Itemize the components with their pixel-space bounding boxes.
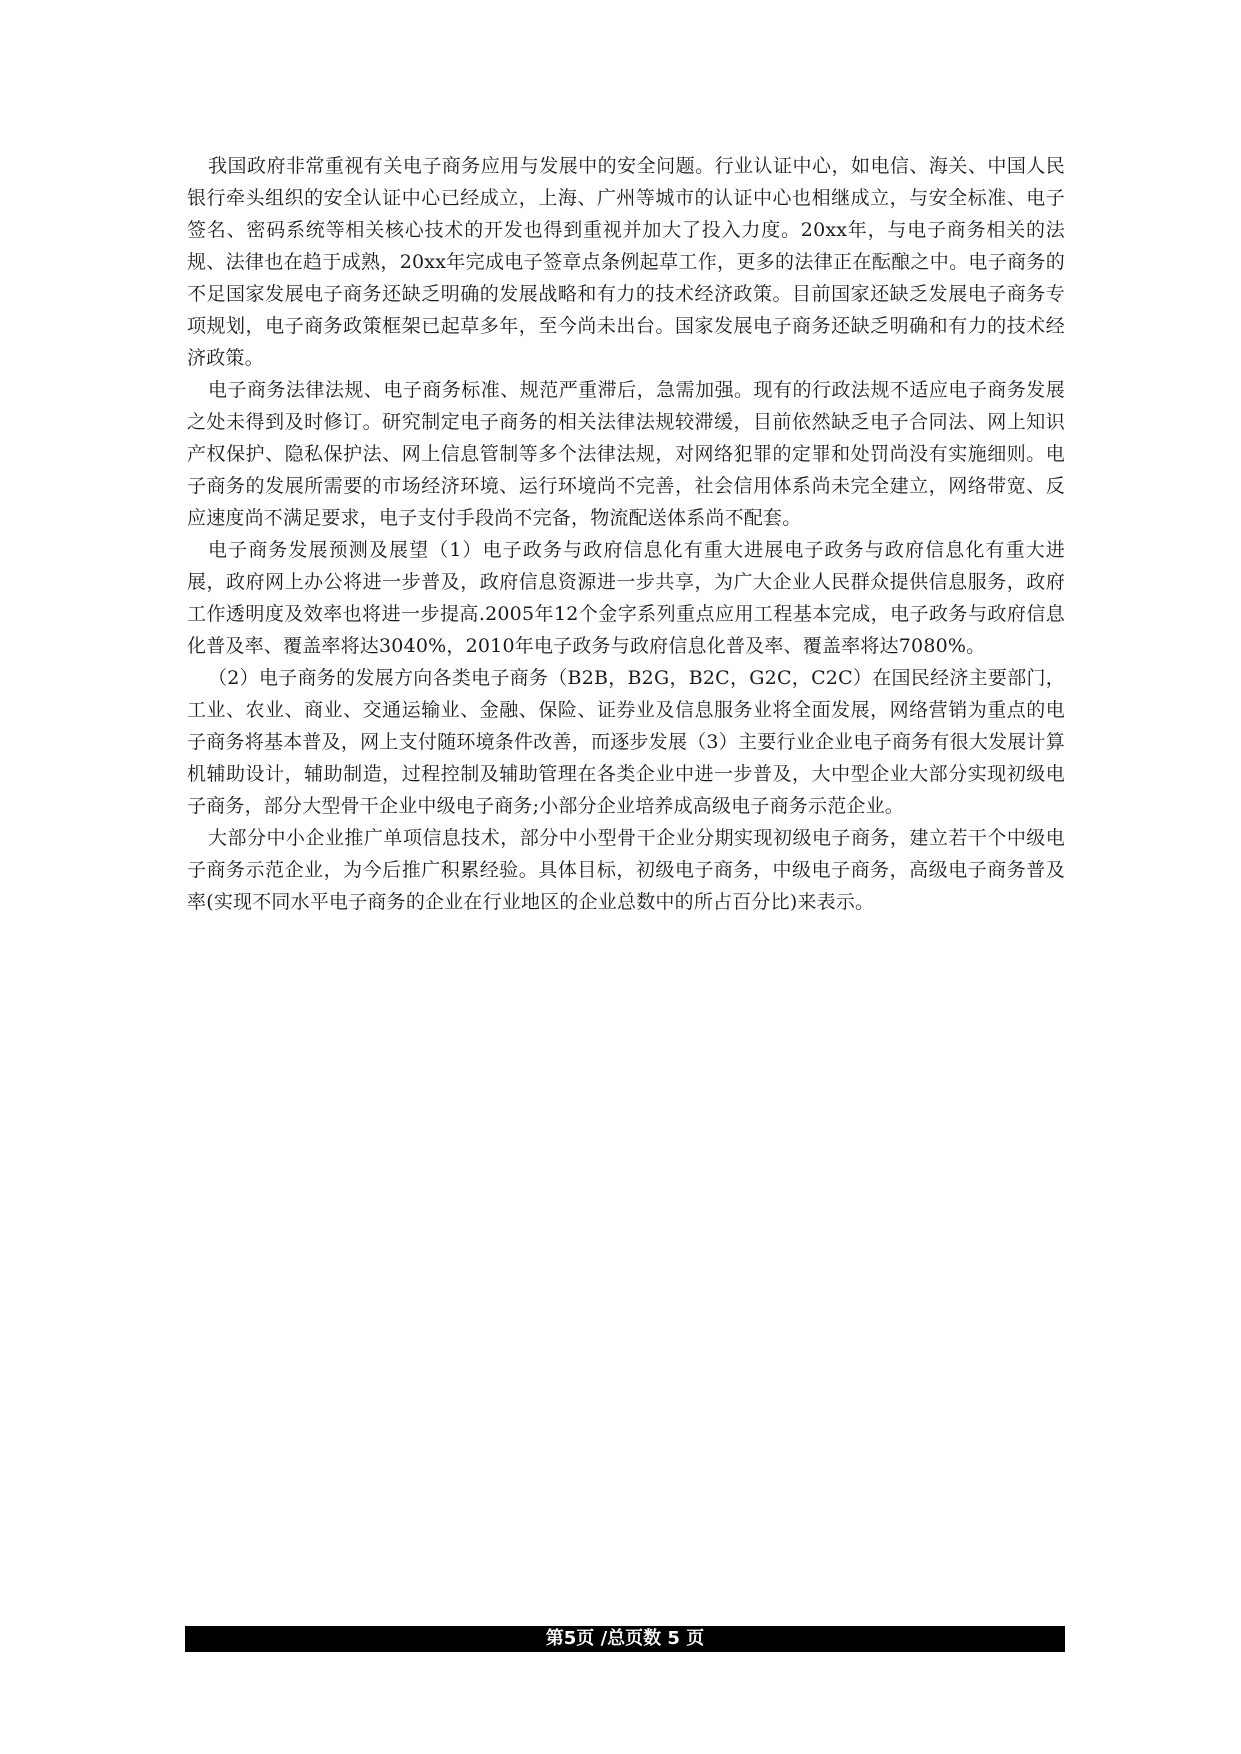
page-footer <box>185 1626 1065 1652</box>
paragraph-2: 电子商务法律法规、电子商务标准、规范严重滞后，急需加强。现有的行政法规不适应电子商务发展之处未得到及时修订。研究制定电子商务的相关法律法规较滞缓，目前依然缺乏电子合同法、网上知识产权保护、隐私保护法、网上信息管制等多个法律法规，对网络犯罪的定罪和处罚尚没有实施细则。电子商务的发展所需要的市场经济环境、运行环境尚不完善，社会信用体系尚未完全建立，网络带宽、反应速度尚不满足要求，电子支付手段尚不完备，物流配送体系尚不配套。 <box>187 379 1065 529</box>
paragraph-5: 大部分中小企业推广单项信息技术，部分中小型骨干企业分期实现初级电子商务，建立若干个中级电子商务示范企业，为今后推广积累经验。具体目标，初级电子商务，中级电子商务，高级电子商务普及率(实现不同水平电子商务的企业在行业地区的企业总数中的所占百分比)来表示。 <box>187 827 1065 913</box>
paragraph-4: （2）电子商务的发展方向各类电子商务（B2B，B2G，B2C，G2C，C2C）在国民经济主要部门，工业、农业、商业、交通运输业、金融、保险、证券业及信息服务业将全面发展，网络营销为重点的电子商务将基本普及，网上支付随环境条件改善，而逐步发展（3）主要行业企业电子商务有很大发展计算机辅助设计，辅助制造，过程控制及辅助管理在各类企业中进一步普及，大中型企业大部分实现初级电子商务，部分大型骨干企业中级电子商务;小部分企业培养成高级电子商务示范企业。 <box>187 667 1065 817</box>
paragraph-3: 电子商务发展预测及展望（1）电子政务与政府信息化有重大进展电子政务与政府信息化有重大进展，政府网上办公将进一步普及，政府信息资源进一步共享，为广大企业人民群众提供信息服务，政府工作透明度及效率也将进一步提高.2005年12个金字系列重点应用工程基本完成，电子政务与政府信息化普及率、覆盖率将达3040%，2010年电子政务与政府信息化普及率、覆盖率将达7080%。 <box>187 539 1065 657</box>
document-body <box>187 150 1065 918</box>
paragraph-1: 我国政府非常重视有关电子商务应用与发展中的安全问题。行业认证中心，如电信、海关、中国人民银行牵头组织的安全认证中心已经成立，上海、广州等城市的认证中心也相继成立，与安全标准、电子签名、密码系统等相关核心技术的开发也得到重视并加大了投入力度。20xx年，与电子商务相关的法规、法律也在趋于成熟，20xx年完成电子签章点条例起草工作，更多的法律正在酝酿之中。电子商务的不足国家发展电子商务还缺乏明确的发展战略和有力的技术经济政策。目前国家还缺乏发展电子商务专项规划，电子商务政策框架已起草多年，至今尚未出台。国家发展电子商务还缺乏明确和有力的技术经济政策。 <box>187 155 1065 369</box>
page-number-label: 第5页 /总页数 5 页 <box>545 1628 705 1649</box>
